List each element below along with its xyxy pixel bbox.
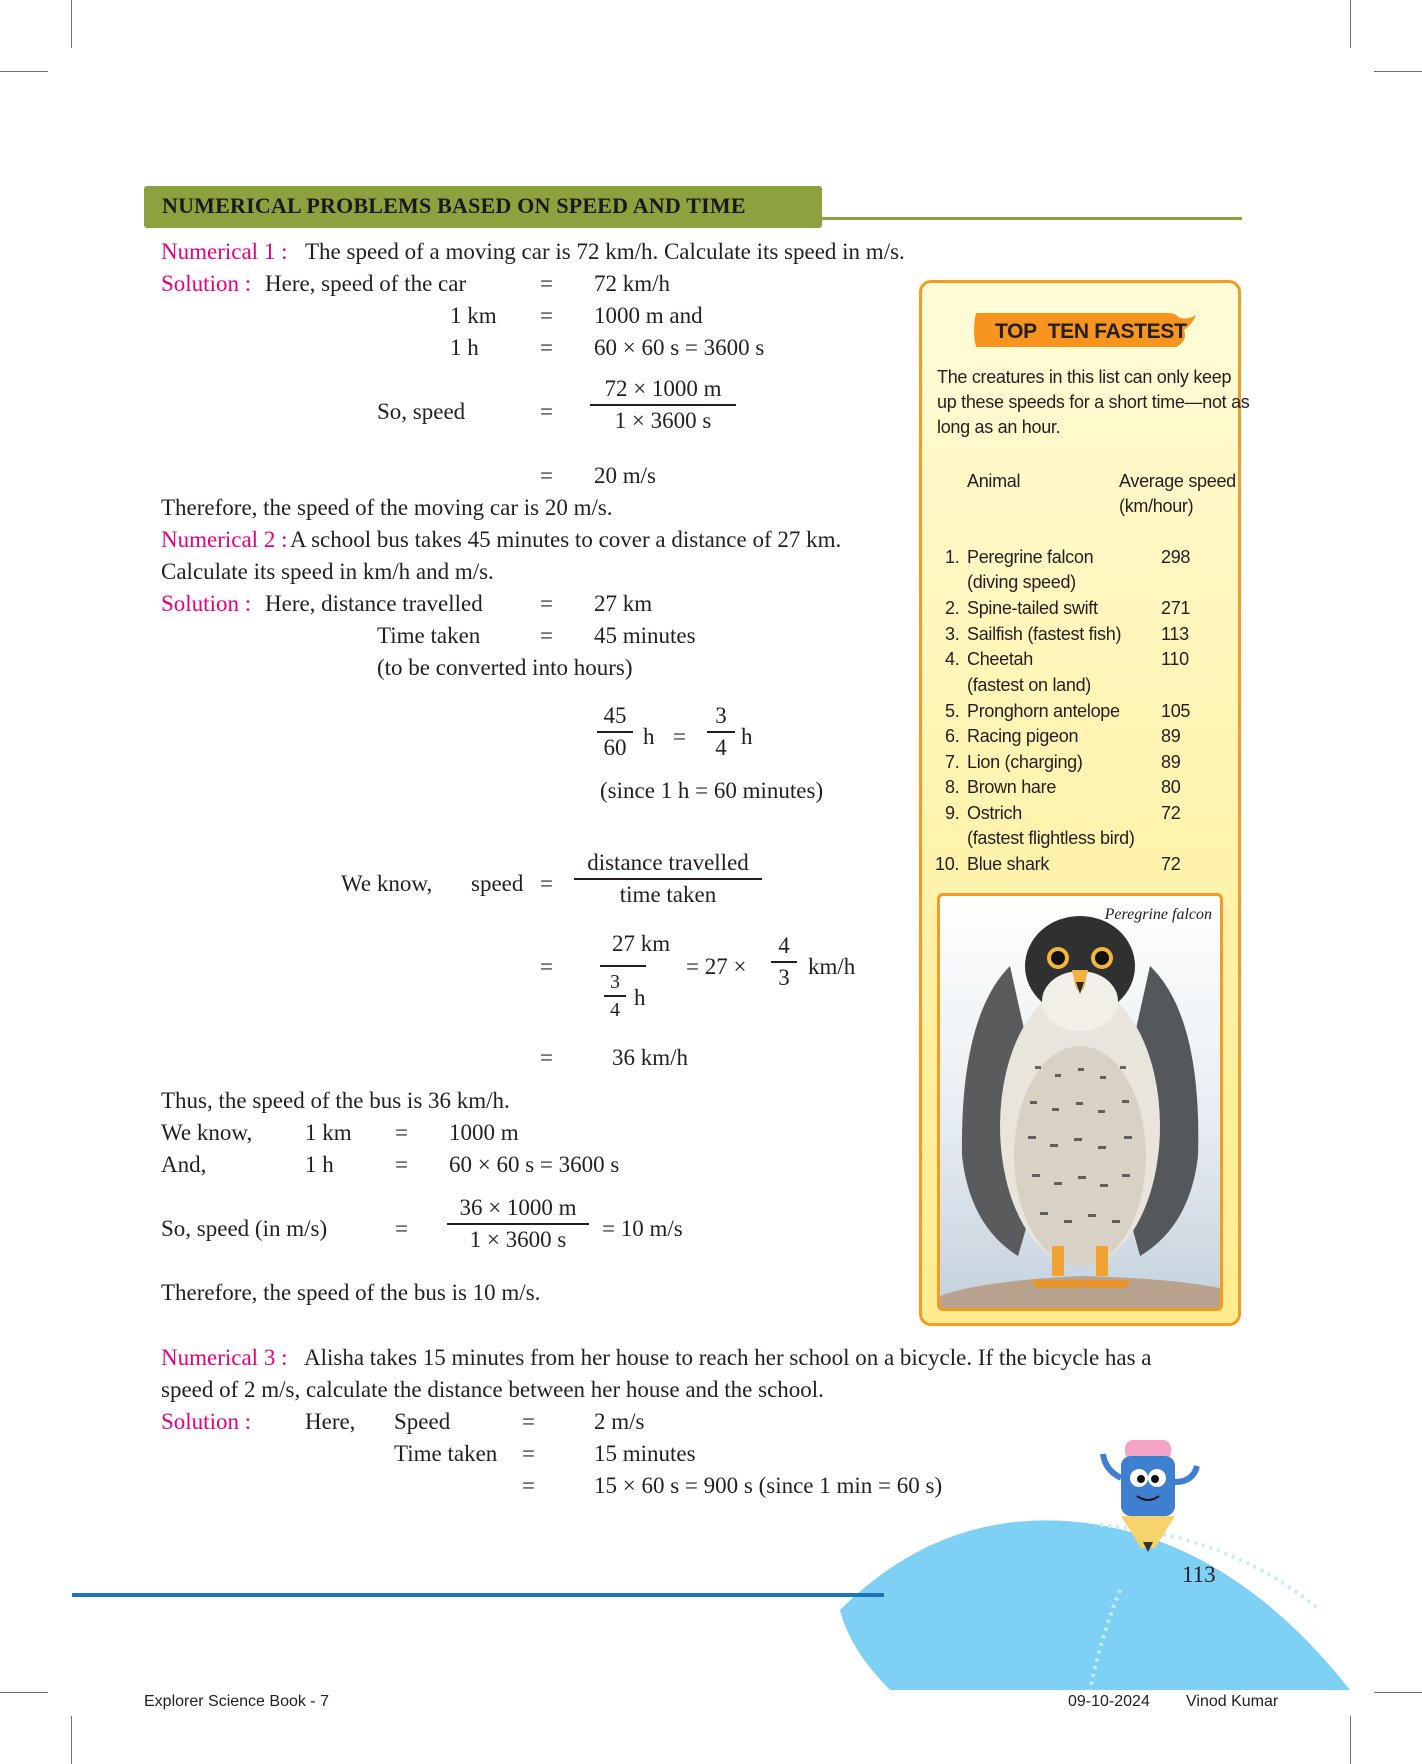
footer-date: 09-10-2024 xyxy=(1068,1693,1150,1710)
row-num: 2. xyxy=(945,598,960,618)
frac-num: 3 xyxy=(610,971,620,993)
row-speed: 105 xyxy=(1161,701,1191,721)
n1-label: Numerical 1 : xyxy=(161,239,288,264)
crop-mark xyxy=(1350,0,1351,48)
frac-num: 3 xyxy=(715,703,727,728)
eq: = xyxy=(540,335,553,360)
footer-author: Vinod Kumar xyxy=(1186,1693,1279,1710)
n2-we-know: We know, xyxy=(341,871,433,896)
row-name: Pronghorn antelope xyxy=(967,701,1120,721)
row-name: Sailfish (fastest fish) xyxy=(967,624,1122,644)
eq: = xyxy=(540,463,553,488)
badge-text: TOP TEN FASTEST xyxy=(995,320,1187,343)
section-title: NUMERICAL PROBLEMS BASED ON SPEED AND TIME xyxy=(162,193,746,218)
n2-and-mid: 1 h xyxy=(305,1152,334,1177)
frac-den: time taken xyxy=(619,881,717,907)
page-number: 113 xyxy=(1182,1562,1216,1587)
col-speed-unit: (km/hour) xyxy=(1119,496,1194,516)
row-name: Spine-tailed swift xyxy=(967,598,1098,618)
row-num: 10. xyxy=(935,854,960,874)
n3-question-b: speed of 2 m/s, calculate the distance between her house and the school. xyxy=(161,1377,824,1402)
frac-den: 4 xyxy=(610,998,620,1021)
n1-line1-left: Here, speed of the car xyxy=(265,271,467,296)
h-unit: h xyxy=(634,985,646,1010)
n2-wk-right: 1000 m xyxy=(449,1120,519,1145)
inner-fraction xyxy=(604,969,626,1023)
n2-s2-mid: = 27 × xyxy=(686,954,747,979)
row-speed: 72 xyxy=(1161,854,1181,874)
n3-line1-right: 2 m/s xyxy=(594,1409,645,1434)
crop-mark xyxy=(0,71,48,72)
frac-den: 4 xyxy=(715,734,727,760)
n3-line2-left: Time taken xyxy=(394,1441,498,1466)
intro-line: The creatures in this list can only keep xyxy=(937,367,1232,387)
n2-h1: h xyxy=(643,724,655,749)
n2-line2-right: 45 minutes xyxy=(594,623,696,648)
n1-line5-right: 20 m/s xyxy=(594,463,656,488)
eq: = xyxy=(540,271,553,296)
crop-mark xyxy=(1374,1692,1422,1693)
n2-so-result: = 10 m/s xyxy=(602,1216,683,1241)
frac-num: distance travelled xyxy=(587,850,749,875)
n2-since: (since 1 h = 60 minutes) xyxy=(600,778,824,803)
photo-caption: Peregrine falcon xyxy=(1104,906,1212,923)
n2-wk-label: We know, xyxy=(161,1120,253,1145)
col-speed: Average speed xyxy=(1119,471,1236,491)
n3-question-a: Alisha takes 15 minutes from her house to reach her school on a bicycle. If the bicycle has a xyxy=(304,1345,1152,1370)
row-speed: 89 xyxy=(1161,726,1181,746)
eq: = xyxy=(540,399,553,424)
n3-line3-right: 15 × 60 s = 900 s (since 1 min = 60 s) xyxy=(594,1473,943,1498)
n2-h2: h xyxy=(741,724,753,749)
eq: = xyxy=(395,1120,408,1145)
frac-num: 27 km xyxy=(612,931,671,956)
row-name: Cheetah xyxy=(967,649,1033,669)
crop-mark xyxy=(0,1692,48,1693)
eq: = xyxy=(395,1216,408,1241)
n2-line3: (to be converted into hours) xyxy=(377,655,633,680)
n2-so-fraction xyxy=(447,1193,589,1255)
crop-mark xyxy=(1374,71,1422,72)
row-name: Racing pigeon xyxy=(967,726,1079,746)
row-num: 1. xyxy=(945,547,960,567)
crop-mark xyxy=(1350,1716,1351,1764)
row-speed: 271 xyxy=(1161,598,1191,618)
n1-line1-right: 72 km/h xyxy=(594,271,671,296)
eq: = xyxy=(540,954,553,979)
n2-question-a: A school bus takes 45 minutes to cover a distance of 27 km. xyxy=(290,527,842,552)
col-animal: Animal xyxy=(967,471,1021,491)
row-num: 3. xyxy=(945,624,960,644)
eq: = xyxy=(522,1473,535,1498)
row-speed: 89 xyxy=(1161,752,1181,772)
n2-conclusion2: Therefore, the speed of the bus is 10 m/s. xyxy=(161,1280,541,1305)
n1-line2-left: 1 km xyxy=(450,303,497,328)
pencil-mascot-icon xyxy=(1095,1430,1205,1555)
n2-speed-formula xyxy=(574,848,762,910)
n2-and-label: And, xyxy=(161,1152,207,1177)
row-sub: (fastest flightless bird) xyxy=(967,828,1135,848)
eq: = xyxy=(540,623,553,648)
row-speed: 110 xyxy=(1161,649,1189,669)
eq: = xyxy=(673,724,686,749)
frac-num: 45 xyxy=(603,703,627,728)
n1-line3-right: 60 × 60 s = 3600 s xyxy=(594,335,765,360)
n1-line3-left: 1 h xyxy=(450,335,479,360)
row-speed: 80 xyxy=(1161,777,1181,797)
falcon-illustration xyxy=(940,896,1220,1308)
frac-num: 4 xyxy=(778,933,790,958)
n1-line2-right: 1000 m and xyxy=(594,303,703,328)
n3-solution-label: Solution : xyxy=(161,1409,252,1434)
n2-speed-word: speed xyxy=(471,871,524,896)
row-num: 5. xyxy=(945,701,960,721)
row-speed: 298 xyxy=(1161,547,1191,567)
n2-fraction-4-3 xyxy=(771,931,797,993)
row-num: 7. xyxy=(945,752,960,772)
n2-line1-right: 27 km xyxy=(594,591,653,616)
row-name: Peregrine falcon xyxy=(967,547,1094,567)
n2-wk-mid: 1 km xyxy=(305,1120,352,1145)
row-num: 4. xyxy=(945,649,960,669)
crop-mark xyxy=(71,0,72,48)
fastest-animals-sidebar xyxy=(919,280,1250,1326)
frac-den: 3 xyxy=(778,964,790,990)
row-num: 6. xyxy=(945,726,960,746)
frac-den: 1 × 3600 s xyxy=(469,1226,567,1252)
n2-label: Numerical 2 : xyxy=(161,527,288,552)
row-speed: 72 xyxy=(1161,803,1181,823)
n3-label: Numerical 3 : xyxy=(161,1345,288,1370)
n1-conclusion: Therefore, the speed of the moving car is 20 m/s. xyxy=(161,495,613,520)
n2-so-label: So, speed (in m/s) xyxy=(161,1216,328,1241)
row-name: Blue shark xyxy=(967,854,1050,874)
n2-fraction-45-60 xyxy=(597,701,633,763)
eq: = xyxy=(540,303,553,328)
n2-line1-left: Here, distance travelled xyxy=(265,591,483,616)
row-sub: (fastest on land) xyxy=(967,675,1091,695)
row-name: Ostrich xyxy=(967,803,1022,823)
row-name: Lion (charging) xyxy=(967,752,1083,772)
frac-den: 60 xyxy=(603,734,627,760)
row-sub: (diving speed) xyxy=(967,572,1076,592)
row-speed: 113 xyxy=(1161,624,1189,644)
bottom-rule xyxy=(72,1593,884,1597)
eq: = xyxy=(522,1441,535,1466)
n3-here: Here, xyxy=(305,1409,356,1434)
intro-line: up these speeds for a short time—not as xyxy=(937,392,1250,412)
eq: = xyxy=(540,591,553,616)
n1-frac-den: 1 × 3600 s xyxy=(614,407,712,433)
n2-fraction-3-4 xyxy=(707,701,735,763)
n1-question: The speed of a moving car is 72 km/h. Calculate its speed in m/s. xyxy=(305,239,905,264)
row-name: Brown hare xyxy=(967,777,1057,797)
n2-conclusion1: Thus, the speed of the bus is 36 km/h. xyxy=(161,1088,510,1113)
n2-s3: 36 km/h xyxy=(612,1045,689,1070)
fraction-bar xyxy=(600,965,646,967)
eq: = xyxy=(540,1045,553,1070)
n2-complex-fraction xyxy=(600,931,671,1031)
frac-num: 36 × 1000 m xyxy=(459,1195,577,1220)
eq: = xyxy=(540,871,553,896)
n2-s2-unit: km/h xyxy=(808,954,856,979)
crop-mark xyxy=(71,1716,72,1764)
n2-line2-left: Time taken xyxy=(377,623,481,648)
n3-line2-right: 15 minutes xyxy=(594,1441,696,1466)
n1-fraction xyxy=(590,374,736,436)
title-rule xyxy=(822,217,1242,220)
n1-line4-left: So, speed xyxy=(377,399,466,424)
intro-line: long as an hour. xyxy=(937,417,1061,437)
eq: = xyxy=(395,1152,408,1177)
n1-solution-label: Solution : xyxy=(161,271,252,296)
row-num: 9. xyxy=(945,803,960,823)
n3-line1-left: Speed xyxy=(394,1409,451,1434)
footer-book: Explorer Science Book - 7 xyxy=(144,1693,329,1710)
n1-frac-num: 72 × 1000 m xyxy=(604,376,722,401)
section-title-box xyxy=(144,186,822,228)
row-num: 8. xyxy=(945,777,960,797)
n2-question-b: Calculate its speed in km/h and m/s. xyxy=(161,559,494,584)
falcon-photo xyxy=(937,893,1223,1311)
eq: = xyxy=(522,1409,535,1434)
n2-solution-label: Solution : xyxy=(161,591,252,616)
n2-and-right: 60 × 60 s = 3600 s xyxy=(449,1152,620,1177)
